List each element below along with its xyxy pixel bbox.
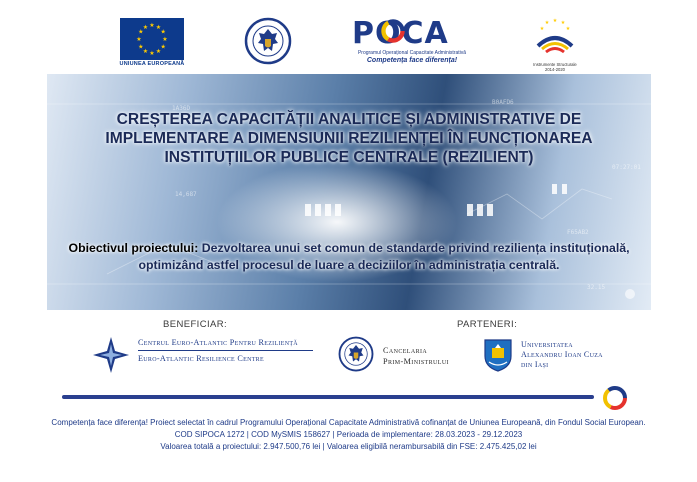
cancelaria-line2: Prim-Ministrului — [383, 357, 449, 366]
project-title-line1: CREȘTEREA CAPACITĂȚII ANALITICE ȘI ADMINISTRATIVE DE — [116, 111, 582, 128]
is-caption-line1: Instrumente Structurale — [533, 62, 577, 67]
svg-text:★: ★ — [138, 43, 144, 51]
uaic-crest-icon — [483, 338, 513, 372]
poca-arc-icon — [597, 382, 633, 410]
cear-star-icon — [92, 336, 130, 374]
eu-flag-logo — [120, 18, 184, 60]
svg-text:★: ★ — [539, 26, 545, 32]
objective-text-1: Dezvoltarea unui set comun de standarde privind reziliența instituțională, — [201, 241, 630, 255]
deco-code-6: 32.15 — [587, 284, 606, 291]
project-banner — [47, 74, 651, 310]
top-logos-bar — [0, 10, 697, 72]
uaic-line1: Universitatea — [521, 340, 573, 349]
poca-subtitle: Programul Operațional Capacitate Administrativă — [357, 50, 467, 56]
instrumente-structurale-logo — [532, 16, 578, 72]
uaic-line3: din Iași — [521, 360, 549, 369]
svg-text:★: ★ — [160, 43, 166, 51]
svg-text:★: ★ — [149, 50, 155, 57]
structural-instruments-icon — [532, 16, 578, 60]
eu-stars-icon — [120, 18, 184, 60]
government-seal-icon-small — [338, 336, 374, 372]
uaic-line2: Alexandru Ioan Cuza — [521, 350, 603, 359]
cear-name — [138, 338, 313, 363]
deco-code-2: B0AFD6 — [492, 99, 514, 106]
is-caption-line2: 2014-2020 — [544, 67, 566, 72]
cear-name-en: Euro-Atlantic Resilience Centre — [138, 354, 264, 363]
svg-text:★: ★ — [544, 20, 550, 26]
svg-text:★: ★ — [142, 23, 149, 31]
svg-text:★: ★ — [560, 20, 566, 26]
project-objective — [47, 240, 651, 274]
svg-text:★: ★ — [552, 18, 558, 24]
footer-info — [0, 417, 697, 453]
objective-text-2: optimizând astfel procesul de luare a deciziilor în administrația centrală. — [138, 258, 560, 272]
footer-line3: Valoarea totală a proiectului: 2.947.500,76 lei | Valoarea eligibilă nerambursabilă din FSE: 2.475.425,02 lei — [160, 442, 537, 451]
svg-text:★: ★ — [136, 36, 142, 43]
project-title-line3: INSTITUȚIILOR PUBLICE CENTRALE (REZILIENT) — [164, 149, 534, 166]
svg-text:★: ★ — [565, 26, 571, 32]
svg-text:★: ★ — [160, 28, 166, 36]
eu-caption: UNIUNEA EUROPEANĂ — [119, 61, 185, 67]
footer-line2: COD SIPOCA 1272 | COD MySMIS 158627 | Perioada de implementare: 28.03.2023 - 29.12.2023 — [174, 430, 523, 439]
cancelaria-name — [383, 345, 449, 367]
poca-ring-icon — [380, 18, 406, 44]
svg-text:★: ★ — [149, 22, 155, 29]
deco-code-1: 1A36D — [172, 105, 191, 112]
svg-text:★: ★ — [138, 28, 144, 36]
beneficiar-label: BENEFICIAR: — [163, 319, 228, 330]
government-seal-icon — [244, 17, 292, 65]
cear-name-ro: Centrul Euro-Atlantic Pentru Reziliență — [138, 338, 313, 351]
romanian-government-logo — [244, 17, 292, 65]
deco-code-5: 07:27:01 — [612, 164, 641, 171]
objective-label: Obiectivul proiectului: — [68, 241, 199, 255]
deco-code-4: F65AB2 — [567, 229, 589, 236]
svg-text:★: ★ — [155, 23, 162, 31]
footer-divider — [62, 395, 594, 399]
poca-slogan: Competența face diferența! — [366, 57, 458, 64]
svg-text:★: ★ — [155, 48, 162, 56]
cancelaria-line1: Cancelaria — [383, 346, 428, 355]
project-title-line2: IMPLEMENTARE A DIMENSIUNII REZILIENȚEI ÎN FUNCȚIONAREA — [105, 130, 593, 147]
poca-wordmark: POCA — [352, 16, 449, 51]
uaic-name — [521, 340, 603, 370]
deco-code-3: 14,687 — [175, 191, 197, 198]
svg-text:★: ★ — [142, 48, 149, 56]
objective-line1 — [47, 240, 651, 257]
project-title — [57, 110, 641, 167]
poca-logo — [352, 16, 472, 72]
partner-logos-row — [0, 334, 697, 382]
footer-line1: Competența face diferența! Proiect selectat în cadrul Programului Operațional Capacitate Administrativă cofinanțat de Uniunea Europeană, din Fondul Social European. — [51, 418, 646, 427]
svg-text:★: ★ — [162, 36, 168, 43]
parteneri-label: PARTENERI: — [457, 319, 518, 330]
is-caption — [532, 62, 578, 72]
